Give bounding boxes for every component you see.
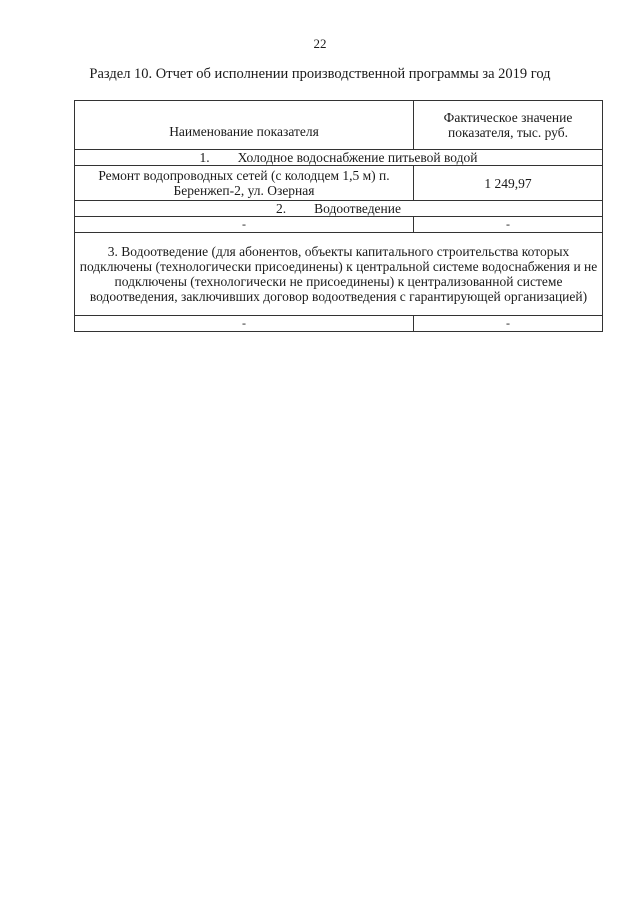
group-2-title: Водоотведение bbox=[314, 201, 401, 216]
header-name-cell: Наименование показателя bbox=[75, 101, 414, 150]
group-row-2 bbox=[75, 201, 603, 217]
table-row-3 bbox=[75, 316, 603, 332]
table-row-1 bbox=[75, 166, 603, 201]
group-3-cell: 3. Водоотведение (для абонентов, объекты капитального строительства которых подключены (технологически присоединены) к центральной системе водоснабжения и не подключены (технологически не присоединены) к централизованной системе водоотведения, заключивших договор водоотведения с гарантирующей организацией) bbox=[75, 233, 603, 316]
header-value-cell: Фактическое значение показателя, тыс. руб. bbox=[414, 101, 603, 150]
row-3-value: - bbox=[414, 316, 603, 332]
group-1-cell bbox=[75, 150, 603, 166]
page-number: 22 bbox=[313, 36, 327, 51]
table-header-row bbox=[75, 101, 603, 150]
group-row-1 bbox=[75, 150, 603, 166]
group-row-3 bbox=[75, 233, 603, 316]
group-2-cell bbox=[75, 201, 603, 217]
row-3-name: - bbox=[75, 316, 414, 332]
section-title: Раздел 10. Отчет об исполнении производственной программы за 2019 год bbox=[89, 66, 551, 82]
row-1-value: 1 249,97 bbox=[414, 166, 603, 201]
report-table bbox=[74, 100, 603, 332]
group-1-title: Холодное водоснабжение питьевой водой bbox=[237, 150, 478, 165]
row-1-name: Ремонт водопроводных сетей (с колодцем 1,5 м) п. Беренжеп-2, ул. Озерная bbox=[75, 166, 414, 201]
table-row-2 bbox=[75, 217, 603, 233]
row-2-value: - bbox=[414, 217, 603, 233]
row-2-name: - bbox=[75, 217, 414, 233]
group-1-number: 1. bbox=[199, 150, 210, 165]
group-2-number: 2. bbox=[276, 201, 287, 216]
